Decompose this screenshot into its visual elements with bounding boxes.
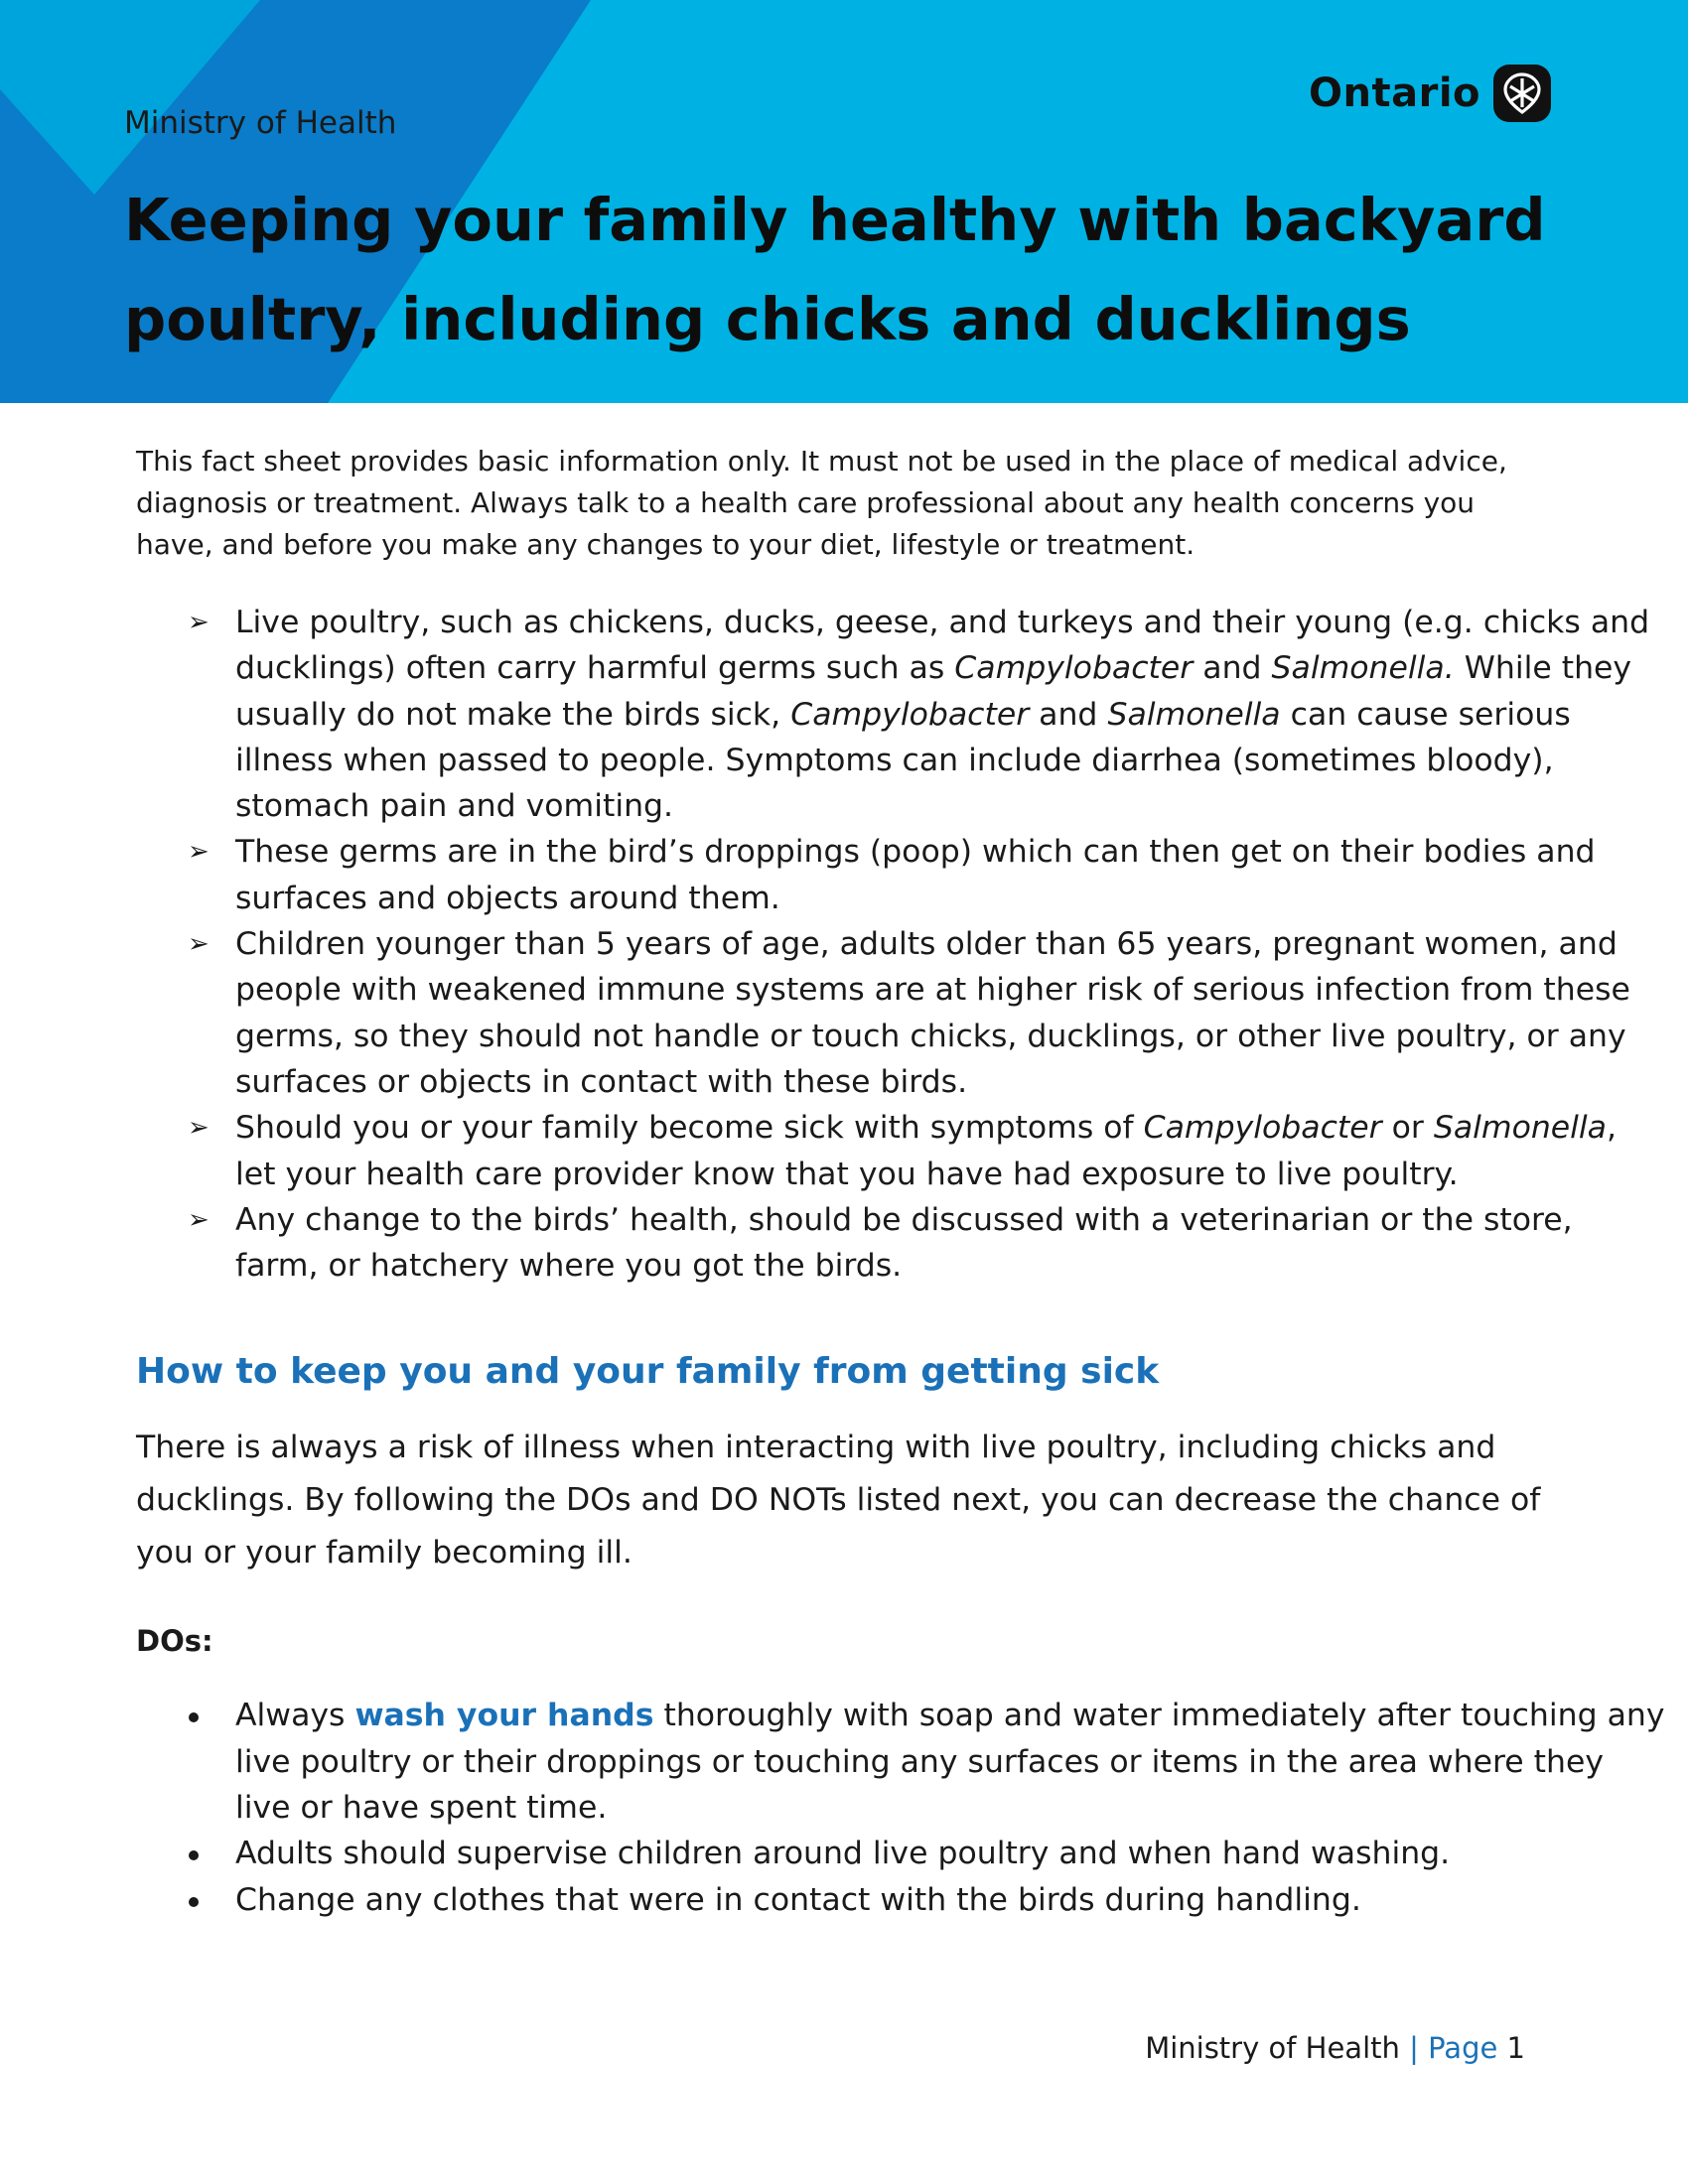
fact-italic: Salmonella [1107, 696, 1281, 733]
arrow-bullet-icon: ➢ [188, 1113, 210, 1144]
page-number: 1 [1506, 2031, 1525, 2065]
fact-italic: Campylobacter [1143, 1110, 1382, 1147]
arrow-bullet-icon: ➢ [188, 929, 210, 960]
fact-text: Should you or your family become sick with symptoms of [235, 1110, 1144, 1147]
main-content [136, 441, 1665, 1923]
fact-text: or [1381, 1110, 1434, 1147]
do-text: Change any clothes that were in contact with the birds during handling. [235, 1881, 1361, 1918]
disclaimer-text: This fact sheet provides basic information only. It must not be used in the place of medical advice, diagnosis or treatment. Always talk to a health care professional about any health concerns you have, and before you make any changes to your diet, lifestyle or treatment. [136, 445, 1507, 561]
wash-hands-link[interactable]: wash your hands [354, 1698, 654, 1734]
fact-italic: Salmonella [1433, 1110, 1607, 1147]
bullet-dot-icon [189, 1897, 199, 1907]
fact-text: , let your health care provider know that you have had exposure to live poultry. [235, 1110, 1618, 1192]
fact-text: Children younger than 5 years of age, adults older than 65 years, pregnant women, and people with weakened immune systems are at higher risk of serious infection from these germs, so they should not handle or touch chicks, ducklings, or other live poultry, or any surfaces or objects in contact with these birds. [235, 926, 1630, 1100]
list-item [136, 1693, 1665, 1831]
footer-page-label: Page [1428, 2031, 1498, 2065]
do-text: Adults should supervise children around live poultry and when hand washing. [235, 1836, 1451, 1872]
fact-text: can cause serious illness when passed to people. Symptoms can include diarrhea (sometimes bloody), stomach pain and vomiting. [235, 696, 1571, 825]
list-item [136, 1831, 1665, 1876]
do-text: thoroughly with soap and water immediately after touching any live poultry or their droppings or touching any surfaces or items in the area where they live or have spent time. [235, 1698, 1665, 1827]
page-footer [1145, 2031, 1525, 2065]
logo-text: Ontario [1309, 70, 1481, 116]
list-item [136, 921, 1665, 1105]
footer-ministry: Ministry of Health [1145, 2031, 1400, 2065]
list-item [136, 1877, 1665, 1923]
footer-separator: | [1409, 2031, 1419, 2065]
fact-text: These germs are in the bird’s droppings (poop) which can then get on their bodies and surfaces and objects around them. [235, 834, 1596, 916]
dos-list [136, 1693, 1665, 1922]
fact-italic: Campylobacter [954, 650, 1194, 687]
list-item [136, 1105, 1665, 1197]
do-text: Always [235, 1698, 355, 1734]
bullet-dot-icon [189, 1712, 199, 1722]
facts-list [136, 600, 1650, 1289]
fact-text: Live poultry, such as chickens, ducks, geese, and turkeys and their young (e.g. chicks and ducklings) often carry harmful germs such as [235, 605, 1650, 687]
bullet-dot-icon [189, 1850, 199, 1860]
fact-text: and [1193, 650, 1272, 687]
trillium-icon [1492, 64, 1552, 123]
list-item [136, 1197, 1665, 1290]
arrow-bullet-icon: ➢ [188, 837, 210, 868]
page-title: Keeping your family healthy with backyard poultry, including chicks and ducklings [124, 186, 1546, 353]
fact-text: While they usually do not make the birds sick, [235, 650, 1632, 733]
arrow-bullet-icon: ➢ [188, 608, 210, 637]
header-banner [0, 0, 1688, 403]
fact-text: and [1029, 696, 1108, 733]
list-item [136, 829, 1665, 921]
ministry-name: Ministry of Health [124, 105, 397, 141]
fact-italic: Salmonella. [1271, 650, 1455, 687]
fact-text: Any change to the birds’ health, should be discussed with a veterinarian or the store, farm, or hatchery where you got the birds. [235, 1201, 1573, 1285]
section-intro: There is always a risk of illness when interacting with live poultry, including chicks and ducklings. By following the DOs and DO NOTs listed next, you can decrease the chance of you or your family becoming ill. [136, 1430, 1541, 1571]
ontario-logo[interactable] [1309, 64, 1552, 123]
fact-italic: Campylobacter [790, 696, 1030, 733]
section-heading: How to keep you and your family from getting sick [136, 1351, 1160, 1393]
dos-heading: DOs: [136, 1624, 213, 1659]
list-item [136, 600, 1665, 829]
arrow-bullet-icon: ➢ [188, 1204, 210, 1235]
